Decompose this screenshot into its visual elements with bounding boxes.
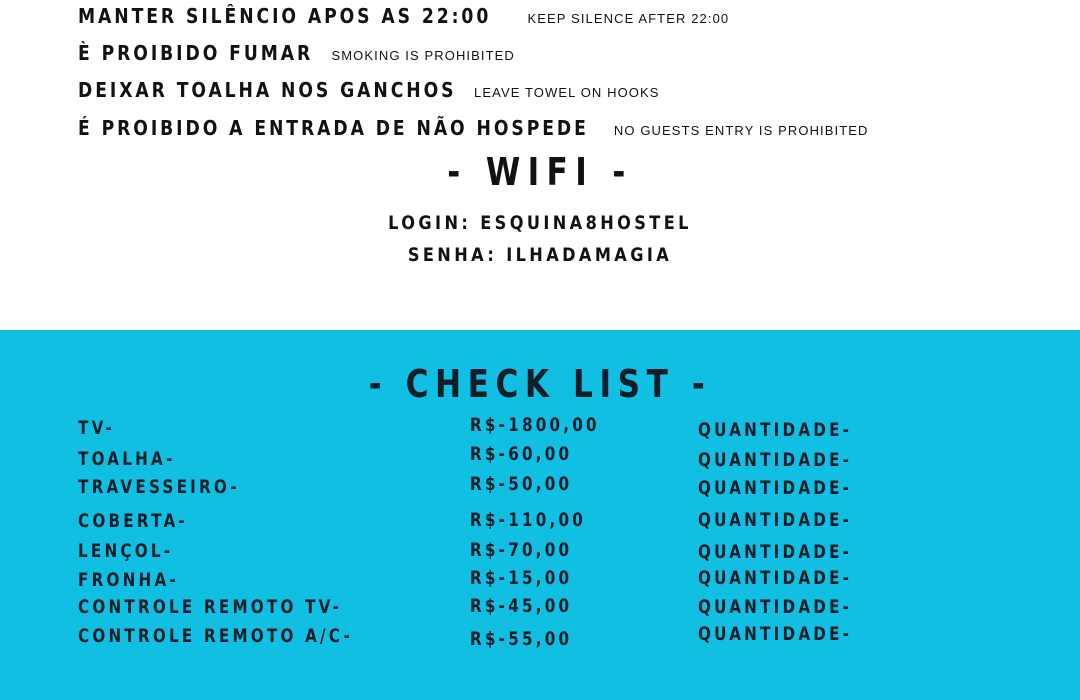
checklist-price: R$-50,00 xyxy=(470,473,573,495)
checklist-price: R$-110,00 xyxy=(470,509,587,531)
checklist-item: FRONHA- xyxy=(78,569,179,591)
checklist-item: CONTROLE REMOTO TV- xyxy=(78,596,343,618)
checklist-quantity: QUANTIDADE- xyxy=(698,477,853,499)
checklist-heading: - CHECK LIST - xyxy=(368,362,712,406)
checklist-price: R$-55,00 xyxy=(470,628,573,650)
rule-smoking xyxy=(78,41,515,65)
checklist-quantity: QUANTIDADE- xyxy=(698,567,853,589)
rules-panel xyxy=(0,0,1080,330)
checklist-item: LENÇOL- xyxy=(78,540,174,562)
wifi-password: SENHA: ILHADAMAGIA xyxy=(407,244,673,266)
rule-towel xyxy=(78,78,660,102)
checklist-price: R$-15,00 xyxy=(470,567,573,589)
checklist-quantity: QUANTIDADE- xyxy=(698,419,853,441)
checklist-quantity: QUANTIDADE- xyxy=(698,449,853,471)
wifi-heading: - WIFI - xyxy=(447,150,633,194)
checklist-quantity: QUANTIDADE- xyxy=(698,509,853,531)
rule-en: KEEP SILENCE AFTER 22:00 xyxy=(527,11,730,26)
checklist-quantity: QUANTIDADE- xyxy=(698,623,853,645)
rule-pt: DEIXAR TOALHA NOS GANCHOS xyxy=(78,78,457,102)
rule-pt: É PROIBIDO A ENTRADA DE NÃO HOSPEDE xyxy=(78,116,589,140)
checklist-price: R$-1800,00 xyxy=(470,414,600,436)
rule-silence xyxy=(78,4,729,28)
checklist-price: R$-45,00 xyxy=(470,595,573,617)
checklist-item: COBERTA- xyxy=(78,510,188,532)
checklist-item: TOALHA- xyxy=(78,448,176,470)
checklist-quantity: QUANTIDADE- xyxy=(698,541,853,563)
checklist-price: R$-60,00 xyxy=(470,443,573,465)
checklist-price: R$-70,00 xyxy=(470,539,573,561)
rule-pt: È PROIBIDO FUMAR xyxy=(78,41,314,65)
checklist-quantity: QUANTIDADE- xyxy=(698,596,853,618)
rule-guests xyxy=(78,116,869,140)
rule-en: NO GUESTS ENTRY IS PROHIBITED xyxy=(613,123,869,138)
rule-en: LEAVE TOWEL ON HOOKS xyxy=(474,85,660,100)
wifi-login: LOGIN: ESQUINA8HOSTEL xyxy=(388,212,692,234)
rule-en: SMOKING IS PROHIBITED xyxy=(331,48,515,63)
checklist-item: TRAVESSEIRO- xyxy=(78,476,240,498)
checklist-item: CONTROLE REMOTO A/C- xyxy=(78,625,353,647)
rule-pt: MANTER SILÊNCIO APOS AS 22:00 xyxy=(78,4,492,28)
checklist-item: TV- xyxy=(78,417,115,439)
